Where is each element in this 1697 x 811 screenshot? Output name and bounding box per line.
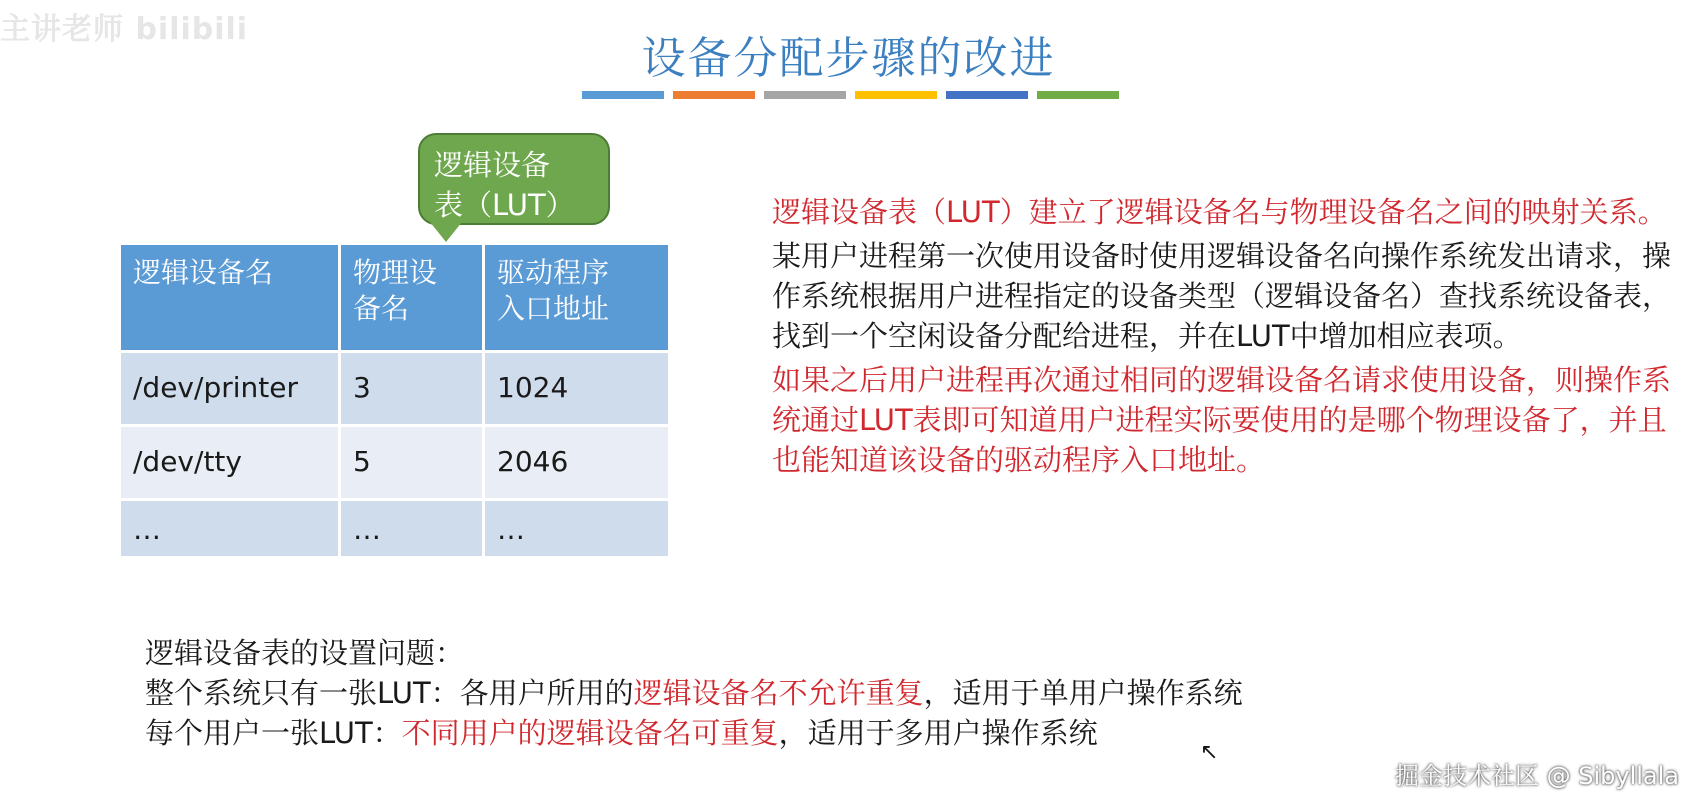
- callout-tail: [430, 222, 462, 242]
- explanation-paragraph-2: 某用户进程第一次使用设备时使用逻辑设备名向操作系统发出请求，操作系统根据用户进程指定的设备类型（逻辑设备名）查找系统设备表，找到一个空闲设备分配给进程，并在LUT中增加相应表项。: [772, 239, 1672, 353]
- table-cell: …: [484, 500, 670, 558]
- lut-callout: [418, 133, 610, 225]
- explanation-paragraph-1: 逻辑设备表（LUT）建立了逻辑设备名与物理设备名之间的映射关系。: [772, 195, 1667, 229]
- title-bar-3: [764, 91, 846, 99]
- issues-line-1-highlight: 逻辑设备名不允许重复: [633, 676, 924, 710]
- title-bar-5: [946, 91, 1028, 99]
- issues-line-2-prefix: 每个用户一张LUT：: [145, 716, 402, 750]
- table-row: [120, 352, 670, 426]
- explanation-paragraph-3: 如果之后用户进程再次通过相同的逻辑设备名请求使用设备，则操作系统通过LUT表即可知道用户进程实际要使用的是哪个物理设备了，并且也能知道该设备的驱动程序入口地址。: [772, 363, 1672, 477]
- header-physical-name-line1: 物理设: [353, 256, 438, 289]
- header-physical-name: [340, 244, 484, 352]
- watermark-top: 主讲老师 bilibili: [0, 12, 249, 47]
- issues-line-1-prefix: 整个系统只有一张LUT：各用户所用的: [145, 676, 634, 710]
- watermark-bottom: 掘金技术社区 @ Sibyllala: [1394, 762, 1679, 790]
- table-cell: …: [340, 500, 484, 558]
- callout-line-1: 逻辑设备: [434, 148, 551, 182]
- table-cell: 1024: [484, 352, 670, 426]
- issues-line-1-suffix: ，适用于单用户操作系统: [923, 676, 1243, 710]
- table-cell: 2046: [484, 426, 670, 500]
- explanation-text: [772, 192, 1672, 484]
- issues-line-2-suffix: ，适用于多用户操作系统: [778, 716, 1098, 750]
- table-cell: …: [120, 500, 340, 558]
- title-bar-6: [1037, 91, 1119, 99]
- issues-line-2: [145, 713, 1243, 753]
- title-bar-1: [582, 91, 664, 99]
- issues-line-1: [145, 673, 1243, 713]
- header-driver-entry: [484, 244, 670, 352]
- mouse-cursor-icon: ↖: [1200, 740, 1219, 765]
- table-cell: /dev/tty: [120, 426, 340, 500]
- lut-table: [118, 242, 671, 559]
- title-bar-4: [855, 91, 937, 99]
- issues-line-2-highlight: 不同用户的逻辑设备名可重复: [401, 716, 779, 750]
- issues-heading: 逻辑设备表的设置问题：: [145, 636, 465, 670]
- title-bar-2: [673, 91, 755, 99]
- header-logical-name-line1: 逻辑设备名: [133, 256, 274, 289]
- lut-setup-issues: [145, 633, 1243, 753]
- table-header-row: [120, 244, 670, 352]
- table-cell: 3: [340, 352, 484, 426]
- table-cell: /dev/printer: [120, 352, 340, 426]
- table-cell: 5: [340, 426, 484, 500]
- slide-title: 设备分配步骤的改进: [641, 33, 1056, 84]
- header-physical-name-line2: 备名: [353, 292, 410, 325]
- header-driver-entry-line2: 入口地址: [497, 292, 610, 325]
- table-row: [120, 500, 670, 558]
- callout-line-2: 表（LUT）: [434, 188, 575, 222]
- table-row: [120, 426, 670, 500]
- header-driver-entry-line1: 驱动程序: [497, 256, 610, 289]
- header-logical-name: [120, 244, 340, 352]
- title-underline-bars: [582, 91, 1119, 99]
